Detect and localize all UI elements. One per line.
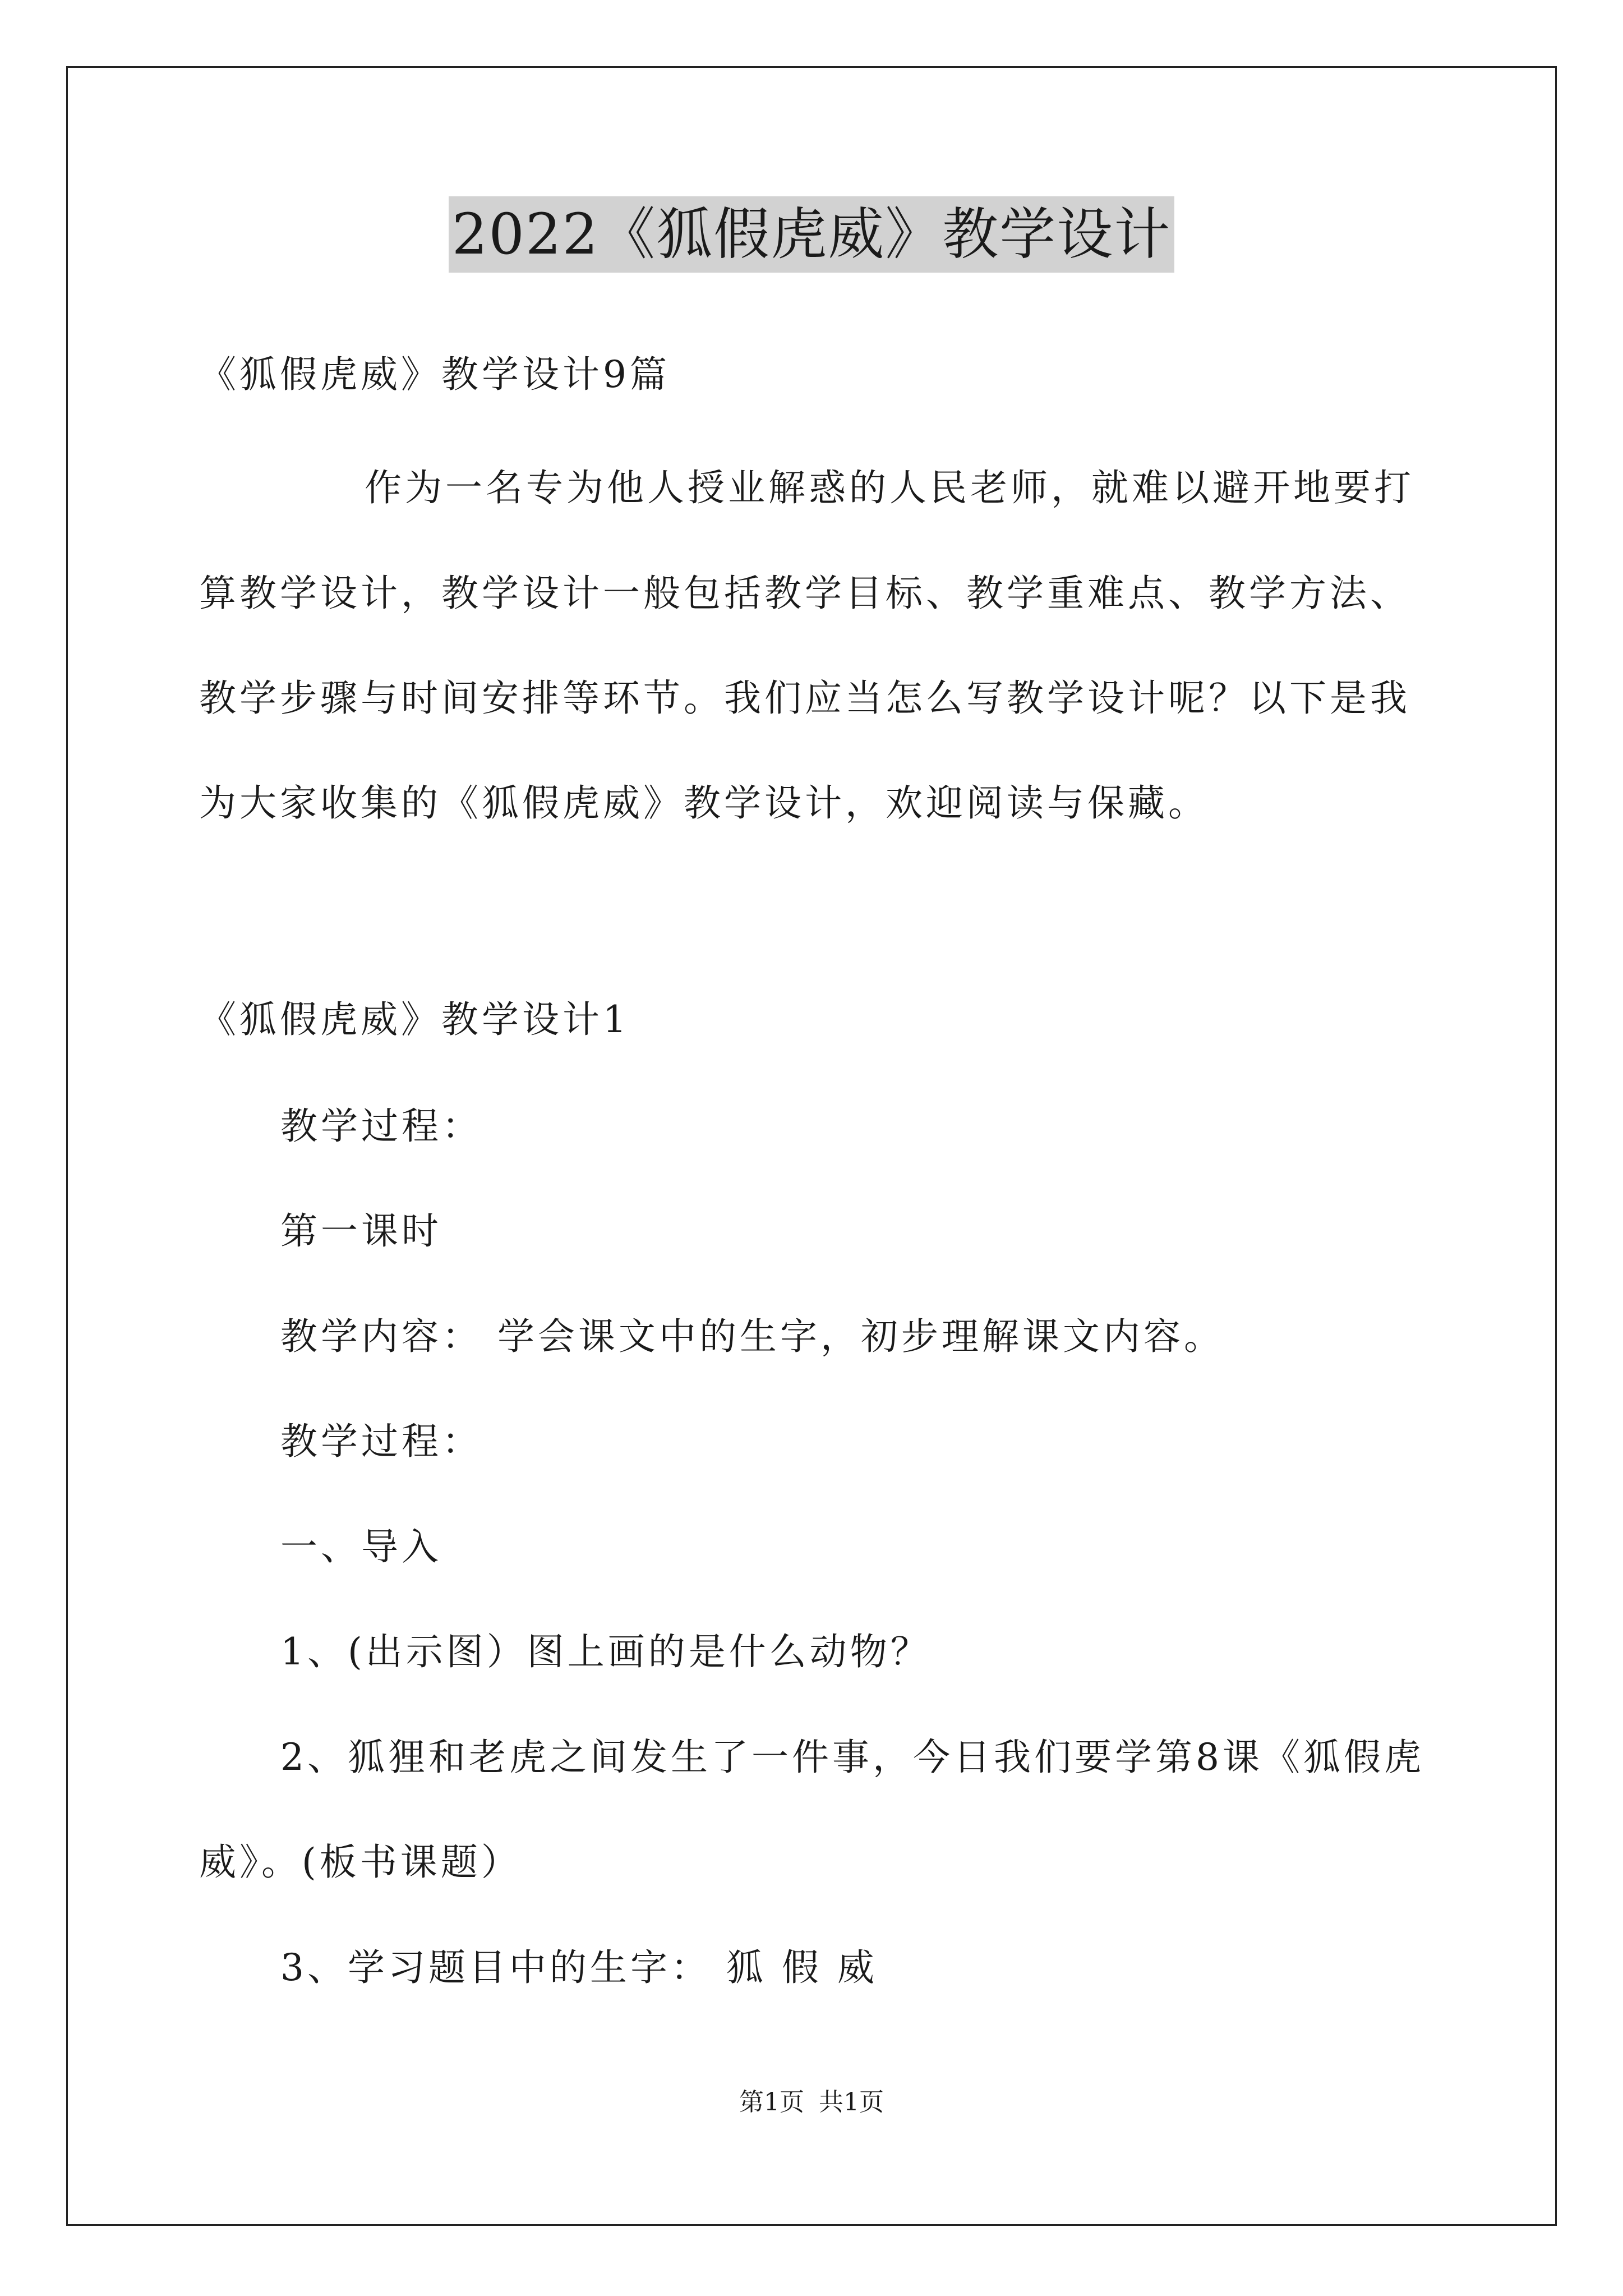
section-heading: 《狐假虎威》教学设计1 — [199, 998, 630, 1041]
page-number: 第1页 — [739, 2088, 804, 2116]
page-total: 共1页 — [819, 2088, 884, 2116]
title-container — [0, 196, 1623, 273]
body-line-7: 2、狐狸和老虎之间发生了一件事，今日我们要学第8课《狐假虎 — [280, 1736, 1424, 1779]
body-line-9: 3、学习题目中的生字： 狐 假 威 — [280, 1946, 878, 1989]
body-line-5: 一、导入 — [280, 1525, 442, 1568]
body-line-2: 第一课时 — [280, 1209, 442, 1253]
intro-line-1: 作为一名专为他人授业解惑的人民老师，就难以避开地要打 — [365, 466, 1414, 509]
body-line-3: 教学内容： 学会课文中的生字，初步理解课文内容。 — [280, 1315, 1224, 1358]
body-line-1: 教学过程： — [280, 1105, 482, 1148]
intro-line-3: 教学步骤与时间安排等环节。我们应当怎么写教学设计呢？以下是我 — [199, 677, 1410, 720]
page-footer — [0, 2087, 1623, 2118]
body-line-4: 教学过程： — [280, 1420, 482, 1463]
document-title: 2022《狐假虎威》教学设计 — [449, 196, 1175, 273]
intro-line-4: 为大家收集的《狐假虎威》教学设计，欢迎阅读与保藏。 — [199, 781, 1209, 825]
body-line-8: 威》。(板书课题） — [199, 1841, 522, 1884]
body-line-6: 1、(出示图）图上画的是什么动物？ — [280, 1630, 931, 1673]
intro-line-2: 算教学设计，教学设计一般包括教学目标、教学重难点、教学方法、 — [199, 572, 1410, 615]
document-subtitle: 《狐假虎威》教学设计9篇 — [199, 353, 670, 396]
